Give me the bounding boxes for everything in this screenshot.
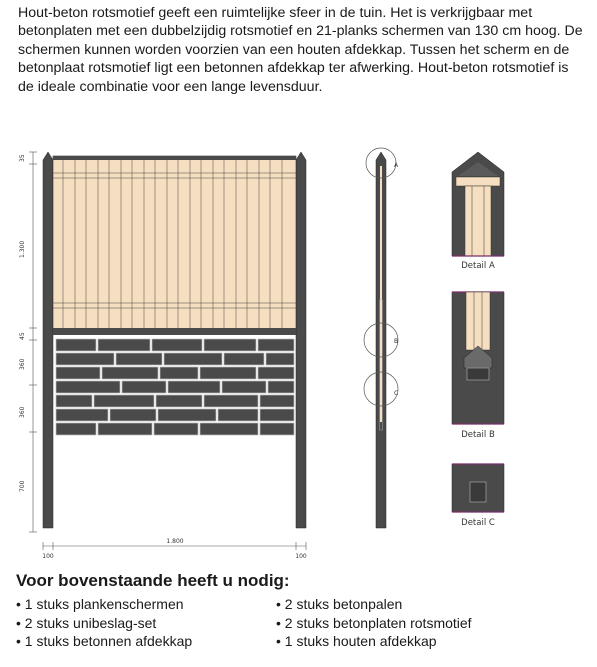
- dim-1800: 1.800: [166, 538, 184, 545]
- needs-title: Voor bovenstaande heeft u nodig:: [16, 571, 290, 590]
- list-item: • 2 stuks unibeslag-set: [16, 614, 157, 631]
- intro-text: Hout-beton rotsmotief geeft een ruimtelijke sfeer in de tuin. Het is verkrijgbaar met betonplaten met een dubbelzijdig rotsmotief en 21-planks schermen van 130 cm hoog. De schermen kunnen worden voorzien van een houten afdekkap. Tussen het scherm en de betonplaat rotsmotief ligt een betonnen afdekkap ter afwerking. Hout-beton rotsmotief is de ideale combinatie voor een lange levensduur.: [18, 5, 583, 95]
- dim-post-right: 100: [295, 553, 307, 560]
- right-post: [296, 152, 306, 528]
- left-post: [43, 152, 53, 528]
- detail-c-label: Detail C: [461, 518, 495, 528]
- marker-c: C: [394, 390, 399, 397]
- marker-b: B: [394, 338, 399, 345]
- detail-b-label: Detail B: [461, 430, 495, 440]
- detail-a-label: Detail A: [461, 261, 495, 271]
- needs-list-left: [16, 595, 192, 651]
- dim-1300: 1.300: [19, 240, 26, 258]
- side-view: [364, 148, 398, 528]
- list-item: • 1 stuks houten afdekkap: [276, 633, 437, 649]
- detail-a: [452, 152, 504, 256]
- detail-b: [452, 292, 504, 424]
- detail-c: [452, 464, 504, 512]
- needs-list-right: [276, 595, 472, 651]
- list-item: • 2 stuks betonpalen: [276, 596, 403, 612]
- list-item: • 1 stuks betonnen afdekkap: [16, 633, 193, 649]
- dim-post-left: 100: [42, 553, 54, 560]
- list-item: • 2 stuks betonplaten rotsmotief: [276, 614, 472, 631]
- vertical-dimension: [29, 152, 37, 532]
- fence-drawing: [0, 140, 597, 570]
- dim-45: 45: [19, 332, 26, 340]
- concrete-plates: [56, 339, 294, 435]
- dim-360-a: 360: [19, 358, 26, 370]
- dim-360-b: 360: [19, 406, 26, 418]
- dim-35: 35: [19, 154, 26, 162]
- marker-a: A: [394, 162, 399, 169]
- dim-700: 700: [19, 480, 26, 492]
- list-item: • 1 stuks plankenschermen: [16, 596, 184, 612]
- wood-screen: [53, 156, 296, 335]
